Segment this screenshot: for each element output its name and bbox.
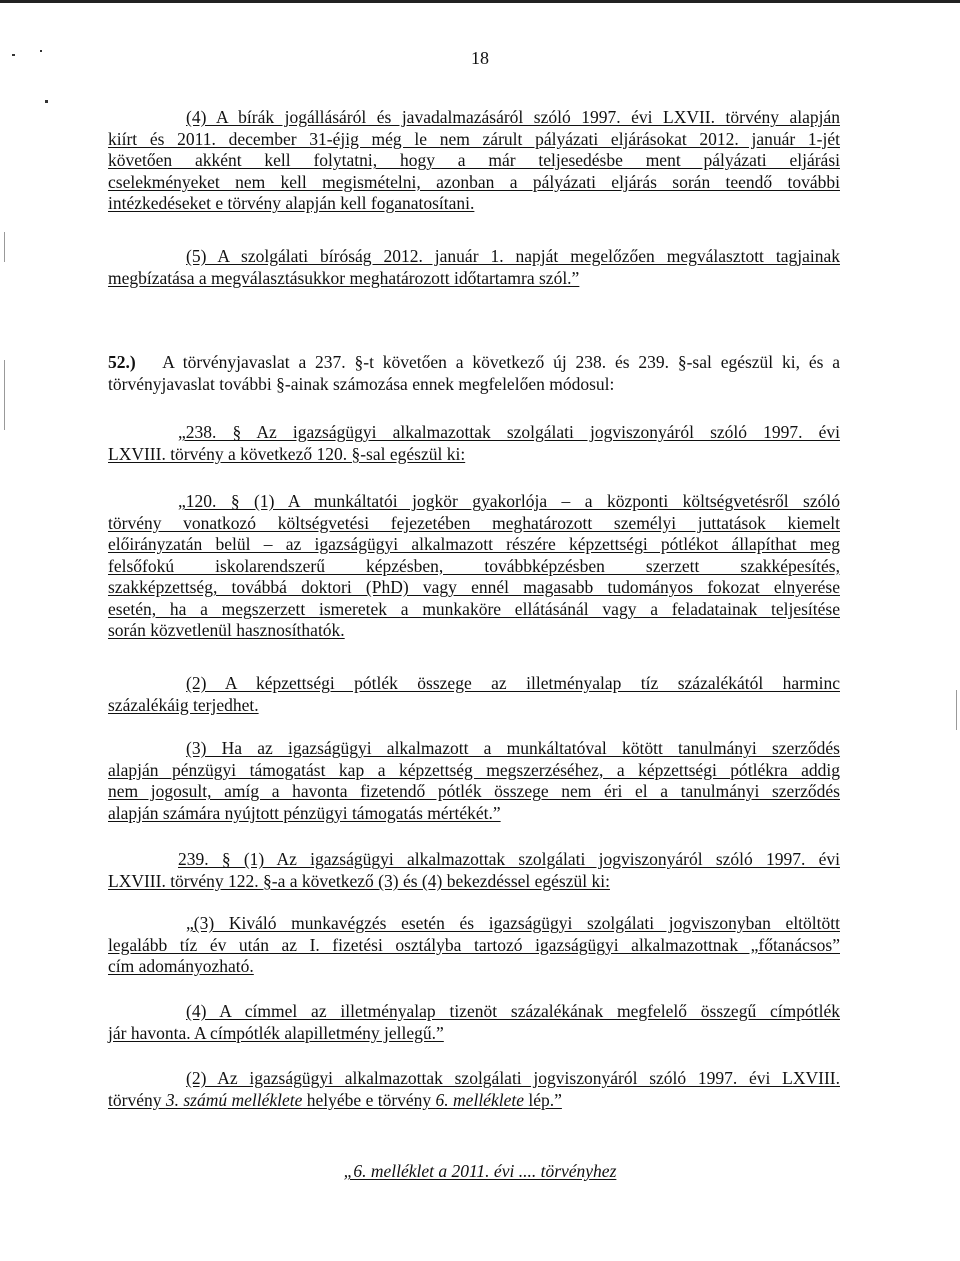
text-line xyxy=(108,352,840,374)
scan-mark xyxy=(956,690,957,730)
text-line: alapján pénzügyi támogatást kap a képzettség megszerzéséhez, a képzettségi pótlékra addig xyxy=(108,759,840,780)
text-line: (4) A címmel az illetményalap tizenöt százalékának megfelelő összegű címpótlék xyxy=(186,1001,840,1021)
text-line: (4) A bírák jogállásáról és javadalmazásáról szóló 1997. évi LXVII. törvény alapján xyxy=(186,107,840,127)
text-segment: törvény xyxy=(108,1089,166,1110)
paragraph-5 xyxy=(108,246,840,289)
point-text: A törvényjavaslat a 237. §-t követően a következő új 238. és 239. §-sal egészül ki, és a xyxy=(162,352,840,372)
top-border-line xyxy=(0,0,960,3)
text-line: megbízatása a megválasztásukkor meghatározott időtartamra szól.” xyxy=(108,267,580,288)
section-122-4 xyxy=(108,1001,840,1044)
text-segment-italic: 3. számú melléklete xyxy=(165,1089,303,1110)
annex-title: „6. melléklet a 2011. évi .... törvényhez xyxy=(343,1161,617,1181)
point-52 xyxy=(108,352,840,395)
text-line: nem jogosult, amíg a havonta fizetendő pótlék összege nem éri el a tanulmányi szerződés xyxy=(108,781,840,801)
scan-mark xyxy=(4,232,5,262)
section-239 xyxy=(108,849,840,892)
text-line: LXVIII. törvény a következő 120. §-sal egészül ki: xyxy=(108,443,466,464)
text-line: „(3) Kiváló munkavégzés esetén és igazságügyi szolgálati jogviszonyban eltöltött xyxy=(186,913,840,933)
text-line: kiírt és 2011. december 31-éjig még le nem zárult pályázati eljárásokat 2012. január 1-jét xyxy=(108,128,840,149)
text-line: cselekményeket nem kell megismételni, azonban a pályázati eljárás során teendő további xyxy=(108,171,840,192)
text-line: (2) A képzettségi pótlék összege az illetményalap tíz százalékától harminc xyxy=(186,673,840,693)
text-line: előirányzatán belül – az igazságügyi alkalmazott részére képzettségi pótlékot állapíthat meg xyxy=(108,534,840,554)
text-line: cím adományozható. xyxy=(108,956,254,976)
page-number: 18 xyxy=(471,48,489,68)
text-segment-italic: 6. melléklete xyxy=(435,1089,524,1110)
text-line: százalékáig terjedhet. xyxy=(108,694,259,715)
text-line: jár havonta. A címpótlék alapilletmény jellegű.” xyxy=(108,1022,444,1043)
text-line: „120. § (1) A munkáltatói jogkör gyakorlója – a központi költségvetésről szóló xyxy=(178,491,840,511)
text-segment: helyébe e törvény xyxy=(302,1089,436,1110)
text-line: felsőfokú iskolarendszerű képzésben, továbbképzésben szerzett szakképesítés, xyxy=(108,555,840,576)
text-line: során közvetlenül hasznosíthatók. xyxy=(108,620,345,640)
text-line: (5) A szolgálati bíróság 2012. január 1. napját megelőzően megválasztott tagjainak xyxy=(186,246,840,266)
paragraph-4 xyxy=(108,107,840,215)
scan-mark xyxy=(45,100,48,103)
text-line: (3) Ha az igazságügyi alkalmazott a munkáltatóval kötött tanulmányi szerződés xyxy=(186,738,840,758)
section-120-2 xyxy=(108,673,840,716)
text-line: esetén, ha a megszerzett ismeretek a munkaköre ellátásánál vagy a feladatainak teljesítése xyxy=(108,598,840,619)
text-line: szakképzettség, továbbá doktori (PhD) vagy ennél magasabb tudományos fokozat elnyerése xyxy=(108,577,840,597)
text-line: törvényjavaslat további §-ainak számozása ennek megfelelően módosul: xyxy=(108,373,615,394)
section-238 xyxy=(108,422,840,465)
text-line: legalább tíz év után az I. fizetési osztályba tartozó igazságügyi alkalmazottnak „főtanácsos” xyxy=(108,934,840,955)
point-number: 52.) xyxy=(108,352,136,372)
section-120-1 xyxy=(108,491,840,642)
text-line: törvény vonatkozó költségvetési fejezetében meghatározott személyi juttatások kiemelt xyxy=(108,512,840,533)
scan-mark xyxy=(4,360,5,430)
text-line: (2) Az igazságügyi alkalmazottak szolgálati jogviszonyáról szóló 1997. évi LXVIII. xyxy=(186,1068,840,1088)
text-line: követően akként kell folytatni, hogy a már teljesedésbe ment pályázati eljárási xyxy=(108,150,840,170)
text-line: LXVIII. törvény 122. §-a a következő (3) és (4) bekezdéssel egészül ki: xyxy=(108,870,610,891)
section-122-3 xyxy=(108,913,840,978)
text-line: 239. § (1) Az igazságügyi alkalmazottak szolgálati jogviszonyáról szóló 1997. évi xyxy=(178,849,840,869)
section-120-3 xyxy=(108,738,840,824)
text-line xyxy=(108,1090,840,1112)
text-line: „238. § Az igazságügyi alkalmazottak szolgálati jogviszonyáról szóló 1997. évi xyxy=(178,422,840,442)
text-line: intézkedéseket e törvény alapján kell foganatosítani. xyxy=(108,193,475,213)
section-239-2 xyxy=(108,1068,840,1111)
text-line: alapján számára nyújtott pénzügyi támogatás mértékét.” xyxy=(108,802,501,823)
text-segment: lép.” xyxy=(523,1089,562,1110)
